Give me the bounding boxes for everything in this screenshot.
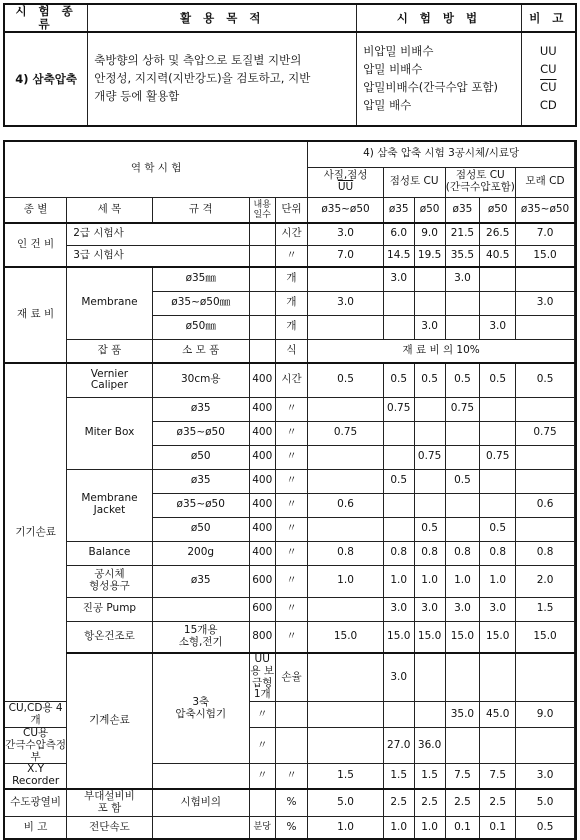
col-size: ø35~ø50 (308, 197, 384, 223)
cell-line: 축방향의 상하 및 측압으로 토질별 지반의 (94, 53, 302, 68)
table-cell: X.Y Recorder (4, 764, 67, 789)
cell-line: 간극수압측정부 (5, 738, 67, 763)
table-cell: 1.0 (383, 817, 414, 839)
table-cell: 0.5 (480, 363, 516, 397)
cell-line: $\overline{UU}$ (337, 181, 354, 193)
empty-cell (249, 291, 275, 315)
table-cell: 15.0 (516, 621, 575, 653)
header-remarks: 비 고 (521, 4, 576, 32)
table-cell: 시간 (275, 363, 308, 397)
cell-line: 사질,점성 (323, 169, 368, 182)
cell-line: 포 함 (97, 802, 122, 814)
cell-line: 개량 등에 활용함 (94, 88, 180, 103)
table-cell: 15.0 (516, 245, 575, 267)
table-cell: 200g (152, 541, 249, 565)
table-cell: 3.0 (445, 267, 480, 291)
table-row (4, 469, 576, 493)
cell-line: Membrane (81, 492, 138, 505)
table-cell: 0.5 (480, 517, 516, 541)
table-cell (383, 493, 414, 517)
table-row (4, 597, 576, 621)
col-size: ø35~ø50 (516, 197, 575, 223)
table-cell: 7.0 (308, 245, 384, 267)
table-cell: % (275, 817, 308, 839)
table-cell (152, 597, 249, 621)
table-cell: ø50㎜ (152, 315, 249, 339)
table-cell: 15.0 (383, 621, 414, 653)
table-cell: 3.0 (308, 291, 384, 315)
table-cell (383, 445, 414, 469)
cell-line: 공시체 (94, 568, 125, 581)
table-cell (480, 653, 516, 702)
table-cell: Miter Box (67, 397, 152, 469)
table-cell: 〃 (275, 397, 308, 421)
test-name: 4) 삼축압축 (4, 32, 88, 126)
table-cell (445, 517, 480, 541)
col-unit: 단위 (275, 197, 308, 223)
cell-line: UU (539, 44, 557, 59)
cost-table (3, 140, 577, 840)
table-cell (383, 517, 414, 541)
table-cell (414, 397, 445, 421)
table-row (4, 267, 576, 291)
table-cell: Balance (67, 541, 152, 565)
table-cell: 15.0 (445, 621, 480, 653)
table-cell (516, 315, 575, 339)
table-cell: 2.5 (445, 789, 480, 817)
table-cell: 3.0 (516, 764, 575, 789)
table-cell: 0.6 (516, 493, 575, 517)
table-cell: 0.8 (480, 541, 516, 565)
col-kind: 종 별 (4, 197, 67, 223)
table-cell: 35.0 (445, 702, 480, 728)
table-cell (414, 267, 445, 291)
table-cell: 7.0 (516, 223, 575, 245)
empty-cell (67, 789, 152, 817)
table-cell: 〃 (275, 764, 308, 789)
table-cell (516, 267, 575, 291)
cell-line: Jacket (93, 504, 126, 516)
table-cell (414, 291, 445, 315)
empty-cell (249, 315, 275, 339)
empty-cell (67, 363, 152, 397)
table-cell: 〃 (275, 541, 308, 565)
table-cell: 〃 (275, 597, 308, 621)
table-cell: 〃 (249, 702, 275, 728)
cell-line: 압축시험기 (175, 707, 227, 720)
table-cell: 0.75 (414, 445, 445, 469)
col-size: ø50 (480, 197, 516, 223)
right-title: 4) 삼축 압축 시험 3공시체/시료당 (308, 141, 575, 167)
table-cell: 0.8 (414, 541, 445, 565)
table-cell: 손율 (275, 653, 308, 702)
table-cell (383, 291, 414, 315)
table-cell: 600 (249, 597, 275, 621)
table-cell: 식 (275, 339, 308, 363)
table-cell: 5.0 (308, 789, 384, 817)
table-cell (480, 493, 516, 517)
table-cell: 400 (249, 397, 275, 421)
table-cell: 1.5 (383, 764, 414, 789)
table-cell (445, 728, 480, 764)
method-item: 압밀 배수 (363, 97, 412, 112)
table-cell: 3.0 (308, 223, 384, 245)
table-cell: 0.75 (308, 421, 384, 445)
table-cell (445, 445, 480, 469)
table-cell: 400 (249, 363, 275, 397)
table-cell (275, 702, 308, 728)
table-cell: 〃 (275, 493, 308, 517)
table-cell: 7.5 (445, 764, 480, 789)
col-item: 세 목 (67, 197, 152, 223)
table-row (4, 397, 576, 421)
empty-cell (152, 621, 249, 653)
table-cell (445, 291, 480, 315)
cell-line: 형성용구 (89, 580, 130, 592)
category-material: 재 료 비 (4, 267, 67, 363)
table-cell: 2.5 (480, 789, 516, 817)
table-cell: 600 (249, 565, 275, 597)
cell-line: CU용 (23, 727, 49, 739)
header-purpose: 활 용 목 적 (88, 4, 357, 32)
table-cell: 14.5 (383, 245, 414, 267)
table-cell: 400 (249, 493, 275, 517)
method-list (357, 32, 521, 126)
table-cell (152, 764, 249, 789)
table-cell (414, 702, 445, 728)
table-cell: 1.0 (308, 817, 384, 839)
table-cell: 진공 Pump (67, 597, 152, 621)
table-cell (308, 267, 384, 291)
table-cell (308, 397, 384, 421)
table-cell: 0.8 (383, 541, 414, 565)
table-cell: 〃 (275, 469, 308, 493)
table-cell: ø35 (152, 469, 249, 493)
table-cell: 시간 (275, 223, 308, 245)
table-cell: 400 (249, 445, 275, 469)
table-cell: 400 (249, 469, 275, 493)
table-cell: 9.0 (516, 702, 575, 728)
table-cell: 1.0 (480, 565, 516, 597)
empty-cell (67, 469, 152, 541)
table-cell: 0.5 (414, 517, 445, 541)
table-cell: 1.5 (308, 764, 384, 789)
table-cell: 〃 (275, 621, 308, 653)
table-cell (308, 315, 384, 339)
table-cell (414, 493, 445, 517)
table-cell (308, 445, 384, 469)
table-cell (383, 421, 414, 445)
table-cell: 3.0 (414, 597, 445, 621)
table-cell (308, 702, 384, 728)
table-cell: 개 (275, 315, 308, 339)
category-equipment: 기기손료 (4, 363, 67, 702)
cell-line: (간극수압포함) (445, 181, 515, 193)
table-cell (414, 469, 445, 493)
material-misc-note: 재 료 비 의 10% (308, 339, 575, 363)
method-item: 압밀 비배수 (363, 62, 423, 77)
table-cell: 3.0 (516, 291, 575, 315)
table-cell (480, 267, 516, 291)
cell-line: 소형,전기 (178, 635, 223, 648)
table-cell: 7.5 (480, 764, 516, 789)
group-uu (308, 167, 384, 197)
table-row (4, 223, 576, 245)
col-spec: 규 격 (152, 197, 249, 223)
category-remark: 비 고 (4, 817, 67, 839)
table-cell: 시험비의 (152, 789, 249, 817)
table-cell: 3.0 (383, 653, 414, 702)
table-row (4, 245, 576, 267)
table-cell: 1.0 (445, 565, 480, 597)
table-cell: 0.5 (516, 817, 575, 839)
table-cell (445, 315, 480, 339)
cell-line: 안정성, 지지력(지반강도)을 검토하고, 지반 (94, 71, 311, 86)
category-utility: 수도광열비 (4, 789, 67, 817)
table-cell: 〃 (275, 565, 308, 597)
empty-cell (152, 817, 249, 839)
table-cell: 27.0 (383, 728, 414, 764)
method-item: 비압밀 비배수 (363, 44, 434, 59)
table-cell: 19.5 (414, 245, 445, 267)
table-cell (516, 397, 575, 421)
table-cell: 〃 (249, 764, 275, 789)
table-cell: 800 (249, 621, 275, 653)
table-cell: 3.0 (383, 267, 414, 291)
header-method: 시 험 방 법 (357, 4, 521, 32)
table-cell (445, 493, 480, 517)
table-cell: 분당 (249, 817, 275, 839)
table-cell: 1.5 (414, 764, 445, 789)
table-cell: ø35~ø50㎜ (152, 291, 249, 315)
table-cell (445, 421, 480, 445)
table-cell: 0.8 (516, 541, 575, 565)
table-cell: 6.0 (383, 223, 414, 245)
table-cell: 0.5 (414, 363, 445, 397)
table-cell: 0.8 (445, 541, 480, 565)
empty-cell (152, 653, 249, 764)
table-cell: 1.0 (308, 565, 384, 597)
table-row (4, 817, 576, 839)
table-row (4, 541, 576, 565)
table-cell: 15.0 (414, 621, 445, 653)
table-cell: 3.0 (480, 315, 516, 339)
table-cell: 0.75 (480, 445, 516, 469)
table-cell: 15.0 (480, 621, 516, 653)
table-row (4, 363, 576, 397)
table-cell (480, 397, 516, 421)
table-cell: 0.75 (445, 397, 480, 421)
category-machine: 기계손료 (67, 653, 152, 789)
table-cell: 〃 (275, 245, 308, 267)
table-cell: 2.0 (516, 565, 575, 597)
table-cell: 9.0 (414, 223, 445, 245)
table-cell: 〃 (275, 517, 308, 541)
table-cell: 1.5 (516, 597, 575, 621)
cell-line: 부대설비비 (84, 790, 135, 803)
table-cell: 3급 시험사 (67, 245, 250, 267)
table-cell: 2급 시험사 (67, 223, 250, 245)
table-cell: 항온건조로 (67, 621, 152, 653)
table-row (4, 789, 576, 817)
cell-line: 15개용 (183, 624, 218, 636)
table-row (4, 653, 576, 702)
cell-line: 3축 (192, 695, 210, 708)
table-cell (308, 728, 384, 764)
table-cell: 0.8 (308, 541, 384, 565)
table-cell: 1.0 (383, 565, 414, 597)
table-cell: 45.0 (480, 702, 516, 728)
table-cell: UU용 보급형1개 (250, 653, 275, 701)
table-cell: 3.0 (480, 597, 516, 621)
table-cell: 3.0 (414, 315, 445, 339)
table-row (4, 565, 576, 597)
table-cell (516, 445, 575, 469)
table-cell: 2.5 (414, 789, 445, 817)
table-cell: ø35 (152, 565, 249, 597)
table-cell: 2.5 (383, 789, 414, 817)
table-cell (445, 653, 480, 702)
table-cell: ø50 (152, 517, 249, 541)
table-cell: 0.5 (383, 469, 414, 493)
group-cu-pore (445, 167, 516, 197)
table-cell: 0.5 (516, 363, 575, 397)
table-cell: ø35㎜ (152, 267, 249, 291)
col-size: ø35 (445, 197, 480, 223)
table-cell (516, 728, 575, 764)
table-cell: 개 (275, 267, 308, 291)
table-row (4, 621, 576, 653)
cell-line: 점성토 CU (455, 169, 505, 182)
table-cell (516, 653, 575, 702)
empty-cell (249, 223, 275, 245)
table-cell: 0.5 (308, 363, 384, 397)
col-size: ø35 (383, 197, 414, 223)
table-cell: 1.0 (414, 565, 445, 597)
table-cell: 개 (275, 291, 308, 315)
table-cell: 3.0 (383, 597, 414, 621)
table-cell: CU,CD용 4개 (4, 702, 67, 728)
table-cell: 0.75 (383, 397, 414, 421)
empty-cell (249, 267, 275, 291)
table-cell (575, 653, 577, 702)
table-cell: 〃 (249, 728, 275, 764)
group-cd: 모래 CD (516, 167, 575, 197)
table-cell: 〃 (275, 421, 308, 445)
table-cell: 5.0 (516, 789, 575, 817)
table-cell (383, 702, 414, 728)
table-cell (414, 421, 445, 445)
table-cell (480, 291, 516, 315)
empty-cell (67, 565, 152, 597)
table-cell: ø35~ø50 (152, 421, 249, 445)
table-cell (308, 517, 384, 541)
table-cell: % (275, 789, 308, 817)
table-cell: 3.0 (445, 597, 480, 621)
table-cell (308, 469, 384, 493)
table-cell: 26.5 (480, 223, 516, 245)
table-cell (275, 728, 308, 764)
table-cell (480, 728, 516, 764)
table-cell: 30cm용 (152, 363, 249, 397)
left-title: 역 학 시 험 (4, 141, 308, 197)
method-item: 압밀비배수(간극수압 포함) (363, 80, 499, 94)
table-cell: ø35~ø50 (152, 493, 249, 517)
cell-line: Caliper (90, 379, 128, 392)
category-labor: 인 건 비 (4, 223, 67, 267)
table-cell: 0.1 (480, 817, 516, 839)
table-cell: 0.5 (445, 469, 480, 493)
table-cell (516, 517, 575, 541)
table-cell: 0.1 (445, 817, 480, 839)
table-cell (414, 653, 445, 702)
table-cell: 400 (249, 541, 275, 565)
table-cell: 40.5 (480, 245, 516, 267)
table-cell: 1.0 (414, 817, 445, 839)
table-cell: 0.5 (383, 363, 414, 397)
table-cell: 소 모 품 (152, 339, 249, 363)
purpose-text (88, 32, 357, 126)
table-cell: 36.0 (414, 728, 445, 764)
col-size: ø50 (414, 197, 445, 223)
cell-line: CU (540, 62, 557, 77)
table-cell: 0.6 (308, 493, 384, 517)
table-cell: 잡 품 (67, 339, 152, 363)
table-cell: 21.5 (445, 223, 480, 245)
table-cell: Membrane (67, 267, 152, 339)
cell-line: CD (539, 97, 557, 112)
table-cell: ø35 (152, 397, 249, 421)
table-cell: 0.75 (516, 421, 575, 445)
table-cell: ø50 (152, 445, 249, 469)
table-cell: 전단속도 (67, 817, 152, 839)
group-cu: 점성토 CU (383, 167, 445, 197)
test-purpose-table (3, 3, 577, 127)
table-cell: 〃 (275, 445, 308, 469)
table-cell (383, 315, 414, 339)
empty-cell (249, 789, 275, 817)
cell-line: Vernier (90, 367, 129, 380)
cell-line: $\overline{CU}$ (540, 80, 557, 94)
col-life: 내용일수 (249, 197, 275, 223)
empty-cell (249, 245, 275, 267)
table-cell (308, 653, 384, 702)
table-cell: 400 (249, 421, 275, 445)
table-cell: 15.0 (308, 621, 384, 653)
table-cell (516, 469, 575, 493)
table-cell: 0.5 (445, 363, 480, 397)
table-cell (480, 421, 516, 445)
remarks-list (521, 32, 576, 126)
table-cell (480, 469, 516, 493)
empty-cell (4, 728, 67, 764)
table-cell (308, 597, 384, 621)
table-cell: 35.5 (445, 245, 480, 267)
header-test-type: 시 험 종 류 (4, 4, 88, 32)
table-row (4, 339, 576, 363)
table-cell: 400 (249, 517, 275, 541)
empty-cell (249, 339, 275, 363)
